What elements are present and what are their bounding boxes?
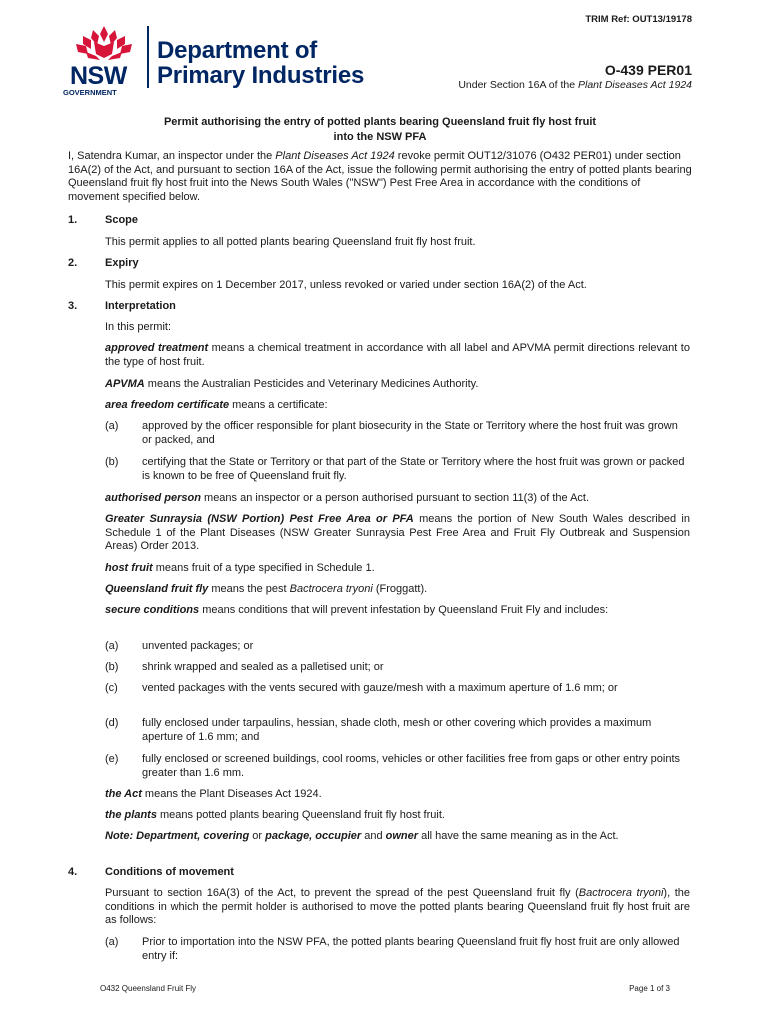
list-label: (b): [105, 456, 119, 468]
definition-the-act: [105, 788, 690, 802]
list-item-text: fully enclosed or screened buildings, cool rooms, vehicles or other facilities free from gaps or other entry points greater than 1.6 mm.: [142, 753, 681, 779]
trim-reference: TRIM Ref: OUT13/19178: [585, 14, 692, 25]
department-name: [157, 38, 364, 88]
term-note: Note: Department, covering: [105, 830, 250, 842]
section-1-text: This permit applies to all potted plants bearing Queensland fruit fly host fruit.: [105, 236, 476, 248]
section-3-number: 3.: [68, 300, 78, 312]
section-ref-prefix: Under Section 16A of the: [458, 79, 578, 91]
section-3-intro: In this permit:: [105, 321, 172, 333]
list-item-text: vented packages with the vents secured with gauze/mesh with a maximum aperture of 1.6 mm; or: [142, 682, 618, 694]
intro-paragraph: [68, 150, 693, 204]
term-secure-conditions: secure conditions: [105, 604, 200, 616]
def-text: means fruit of a type specified in Schedule 1.: [152, 562, 375, 574]
section-1-number: 1.: [68, 214, 78, 226]
section-4-number: 4.: [68, 866, 78, 878]
definition-apvma: [105, 378, 690, 392]
term-owner: owner: [385, 830, 419, 842]
definition-secure-conditions: [105, 604, 690, 618]
list-item-text: fully enclosed under tarpaulins, hessian, shade cloth, mesh or other covering which provides a maximum aperture of 1.6 mm; and: [142, 717, 652, 743]
list-label: (b): [105, 661, 119, 673]
list-label: (a): [105, 420, 119, 432]
definition-greater-sunraysia: [105, 513, 690, 554]
term-the-plants: the plants: [105, 809, 157, 821]
list-item-text: approved by the officer responsible for plant biosecurity in the State or Territory where the host fruit was grown or packed, and: [142, 420, 678, 446]
list-item-text: Prior to importation into the NSW PFA, the potted plants bearing Queensland fruit fly host fruit are only allowed entry if:: [142, 936, 680, 962]
list-label: (d): [105, 717, 119, 729]
conditions-text-2: ), the conditions in which the permit holder is authorised to move the potted plants bearing Queensland fruit fly host fruit are as follows:: [105, 887, 690, 926]
logo-government-text: GOVERNMENT: [63, 88, 117, 97]
conditions-text-1: Pursuant to section 16A(3) of the Act, to prevent the spread of the pest Queensland fruit fly (: [105, 887, 579, 899]
species-name: Bactrocera tryoni: [289, 583, 373, 595]
section-ref-act: Plant Diseases Act 1924: [577, 79, 692, 91]
intro-text-2: revoke permit OUT12/31076 (O432 PER01) under section 16A(2) of the Act, and pursuant to section 16A of the Act, issue the following permit authorising the entry of potted plants bearing Queensland fruit fly host fruit into the News South Wales ("NSW") Pest Free Area in accordance with the conditions of movement specified below.: [68, 150, 692, 203]
list-label: (a): [105, 936, 119, 948]
term-package-occupier: package, occupier: [265, 830, 362, 842]
department-line-2: Primary Industries: [157, 62, 365, 89]
title-line-2: into the NSW PFA: [333, 131, 427, 143]
def-text: means conditions that will prevent infestation by Queensland Fruit Fly and includes:: [199, 604, 609, 616]
section-1-heading: Scope: [105, 214, 139, 226]
logo-nsw-text: NSW: [70, 62, 127, 90]
def-text: means an inspector or a person authorised pursuant to section 11(3) of the Act.: [200, 492, 590, 504]
def-text: means the Australian Pesticides and Veterinary Medicines Authority.: [144, 378, 479, 390]
nsw-government-logo: [60, 24, 152, 96]
definition-the-plants: [105, 809, 690, 823]
definition-queensland-fruit-fly: [105, 583, 690, 597]
term-authorised-person: authorised person: [105, 492, 201, 504]
definition-approved-treatment: [105, 342, 690, 369]
term-host-fruit: host fruit: [105, 562, 153, 574]
list-item-text: unvented packages; or: [142, 640, 254, 652]
def-text: and: [361, 830, 386, 842]
term-approved-treatment: approved treatment: [105, 342, 209, 354]
department-line-1: Department of: [157, 37, 318, 64]
def-text: (Froggatt).: [372, 583, 428, 595]
def-text: means a chemical treatment in accordance with all label and APVMA permit directions relevant to the type of host fruit.: [105, 342, 690, 368]
section-2-number: 2.: [68, 257, 78, 269]
permit-id: O-439 PER01: [604, 62, 692, 78]
term-greater-sunraysia: Greater Sunraysia (NSW Portion) Pest Free Area or PFA: [105, 513, 414, 525]
def-text: means the portion of New South Wales described in Schedule 1 of the Plant Diseases (NSW Greater Sunraysia Pest Free Area and Fruit Fly Outbreak and Suspension Areas) Order 2013.: [105, 513, 690, 552]
section-4-heading: Conditions of movement: [105, 866, 234, 878]
def-text: means the pest: [208, 583, 290, 595]
species-name: Bactrocera tryoni: [578, 887, 664, 899]
list-label: (e): [105, 753, 119, 765]
footer-document-name: O432 Queensland Fruit Fly: [100, 984, 197, 993]
list-label: (a): [105, 640, 119, 652]
intro-text-1: I, Satendra Kumar, an inspector under the: [68, 150, 276, 162]
term-apvma: APVMA: [105, 378, 145, 390]
definition-host-fruit: [105, 562, 690, 576]
section-2-text: This permit expires on 1 December 2017, unless revoked or varied under section 16A(2) of the Act.: [105, 279, 587, 291]
logo-divider: [147, 26, 149, 88]
section-3-heading: Interpretation: [105, 300, 176, 312]
footer-page-number: Page 1 of 3: [629, 984, 670, 993]
intro-act: Plant Diseases Act 1924: [275, 150, 395, 162]
def-text: means the Plant Diseases Act 1924.: [141, 788, 322, 800]
term-the-act: the Act: [105, 788, 142, 800]
title-line-1: Permit authorising the entry of potted plants bearing Queensland fruit fly host fruit: [163, 116, 597, 128]
section-2-heading: Expiry: [105, 257, 139, 269]
section-reference: [458, 79, 692, 91]
def-text: all have the same meaning as in the Act.: [418, 830, 619, 842]
term-queensland-fruit-fly: Queensland fruit fly: [105, 583, 209, 595]
term-area-freedom-certificate: area freedom certificate: [105, 399, 230, 411]
list-label: (c): [105, 682, 118, 694]
definition-area-freedom-certificate: [105, 399, 690, 413]
list-item-text: shrink wrapped and sealed as a palletised unit; or: [142, 661, 384, 673]
def-text: means potted plants bearing Queensland fruit fly host fruit.: [156, 809, 445, 821]
definition-authorised-person: [105, 492, 690, 506]
document-title: [100, 115, 660, 145]
def-text: or: [249, 830, 266, 842]
list-item-text: certifying that the State or Territory or that part of the State or Territory where the host fruit was grown or packed is known to be free of Queensland fruit fly.: [142, 456, 685, 482]
definition-note: [105, 830, 690, 844]
def-text: means a certificate:: [229, 399, 328, 411]
conditions-paragraph: [105, 887, 690, 928]
